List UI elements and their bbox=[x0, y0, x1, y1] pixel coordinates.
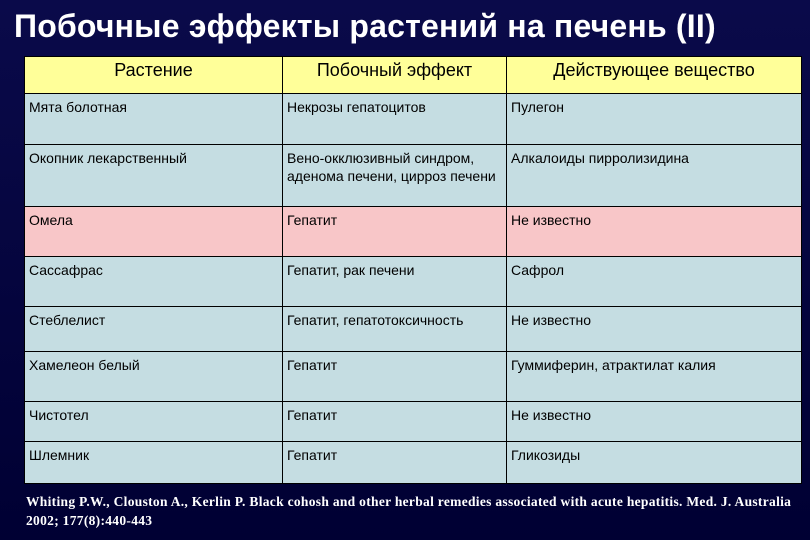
cell-effect: Гепатит, гепатотоксичность bbox=[283, 307, 507, 352]
cell-effect: Гепатит bbox=[283, 402, 507, 442]
cell-substance: Гуммиферин, атрактилат калия bbox=[507, 352, 802, 402]
table-row bbox=[25, 442, 802, 484]
cell-plant: Мята болотная bbox=[25, 94, 283, 145]
header-substance: Действующее вещество bbox=[507, 57, 802, 94]
cell-plant: Сассафрас bbox=[25, 257, 283, 307]
side-effects-table bbox=[24, 56, 802, 484]
cell-substance: Не известно bbox=[507, 307, 802, 352]
cell-effect: Гепатит bbox=[283, 352, 507, 402]
table-row bbox=[25, 402, 802, 442]
cell-substance: Сафрол bbox=[507, 257, 802, 307]
cell-plant: Омела bbox=[25, 207, 283, 257]
slide-title: Побочные эффекты растений на печень (II) bbox=[14, 8, 716, 44]
table-row bbox=[25, 94, 802, 145]
table-row bbox=[25, 145, 802, 207]
header-effect: Побочный эффект bbox=[283, 57, 507, 94]
cell-plant: Чистотел bbox=[25, 402, 283, 442]
cell-plant: Стеблелист bbox=[25, 307, 283, 352]
cell-substance: Пулегон bbox=[507, 94, 802, 145]
table-header-row bbox=[25, 57, 802, 94]
table-row bbox=[25, 352, 802, 402]
cell-effect: Некрозы гепатоцитов bbox=[283, 94, 507, 145]
cell-effect: Вено-окклюзивный синдром, аденома печени, цирроз печени bbox=[283, 145, 507, 207]
cell-effect: Гепатит bbox=[283, 442, 507, 484]
cell-plant: Шлемник bbox=[25, 442, 283, 484]
cell-effect: Гепатит, рак печени bbox=[283, 257, 507, 307]
table-row bbox=[25, 257, 802, 307]
cell-plant: Хамелеон белый bbox=[25, 352, 283, 402]
table-row bbox=[25, 307, 802, 352]
cell-plant: Окопник лекарственный bbox=[25, 145, 283, 207]
cell-substance: Не известно bbox=[507, 207, 802, 257]
header-plant: Растение bbox=[25, 57, 283, 94]
cell-effect: Гепатит bbox=[283, 207, 507, 257]
reference-citation: Whiting P.W., Clouston A., Kerlin P. Black cohosh and other herbal remedies associated with acute hepatitis. Med. J. Australia 2002; 177(8):440-443 bbox=[26, 494, 792, 528]
table-row bbox=[25, 207, 802, 257]
cell-substance: Не известно bbox=[507, 402, 802, 442]
cell-substance: Гликозиды bbox=[507, 442, 802, 484]
cell-substance: Алкалоиды пирролизидина bbox=[507, 145, 802, 207]
